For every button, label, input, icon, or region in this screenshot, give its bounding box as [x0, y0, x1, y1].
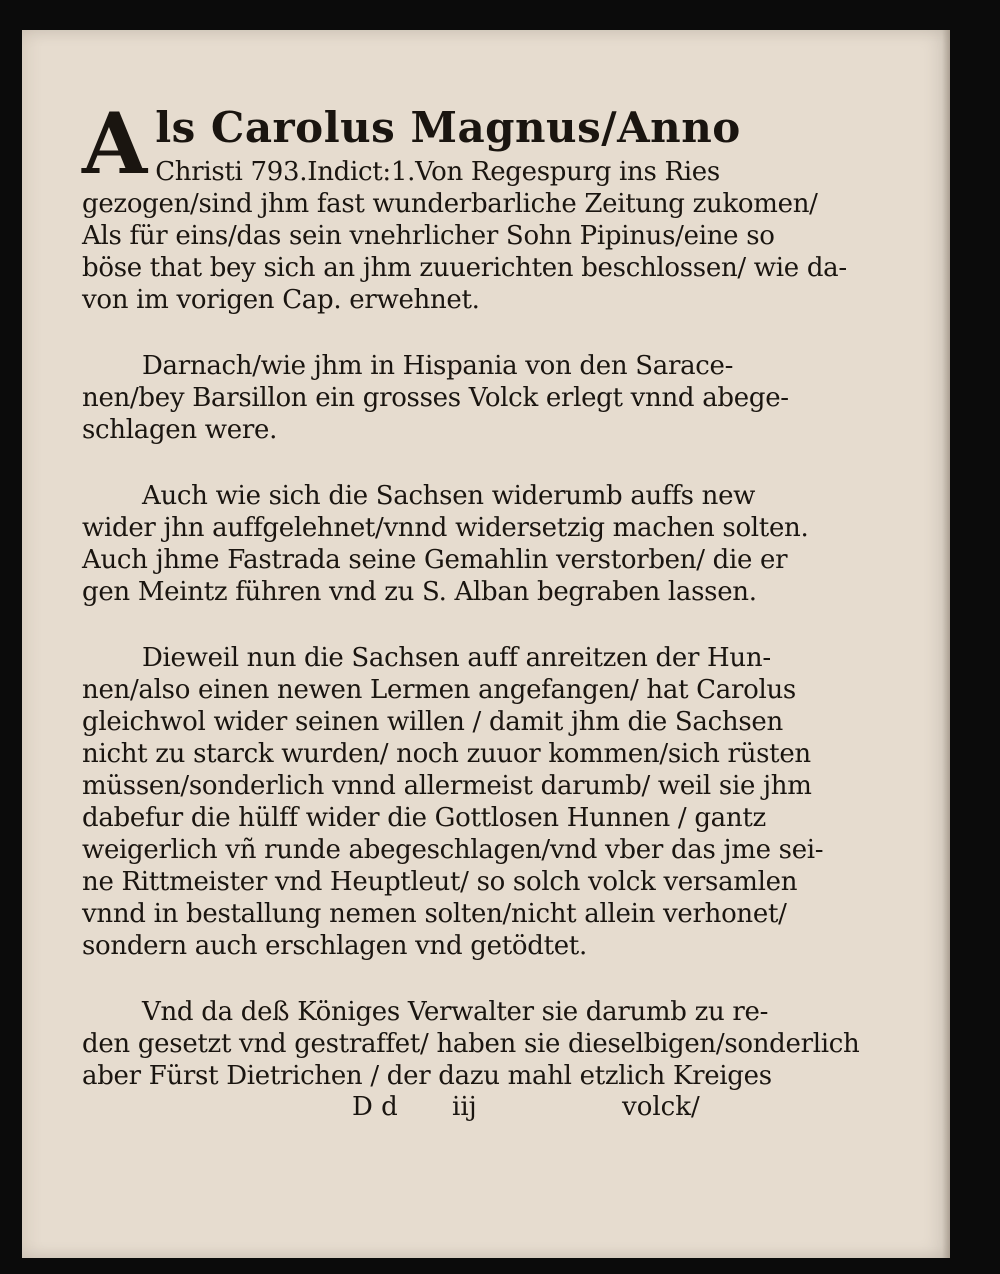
text-line: dabefur die hülff wider die Gottlosen Hunnen / gantz [82, 803, 766, 833]
paragraph-1 [82, 94, 847, 316]
drop-cap-initial: A [82, 94, 148, 193]
text-line: gezogen/sind jhm fast wunderbarliche Zeitung zukomen/ [82, 189, 818, 219]
paragraph-5 [82, 996, 860, 1092]
text-line: Vnd da deß Königes Verwalter sie darumb zu re- [142, 997, 769, 1027]
paragraph-3 [82, 480, 809, 608]
paragraph-4 [82, 642, 824, 962]
text-line: wider jhn auffgelehnet/vnnd widersetzig machen solten. [82, 513, 809, 543]
folio-number: iij [452, 1092, 477, 1122]
text-line: schlagen were. [82, 415, 278, 445]
text-line: Als für eins/das sein vnehrlicher Sohn Pipinus/eine so [82, 221, 775, 251]
text-line: aber Fürst Dietrichen / der dazu mahl etzlich Kreiges [82, 1061, 772, 1091]
text-line: weigerlich vñ runde abegeschlagen/vnd vber das jme sei- [82, 835, 824, 865]
signature-mark: D d [352, 1092, 398, 1122]
text-line: müssen/sonderlich vnnd allermeist darumb/ weil sie jhm [82, 771, 812, 801]
paragraph-2 [82, 350, 789, 446]
text-line: Darnach/wie jhm in Hispania von den Sarace- [142, 351, 734, 381]
catchword: volck/ [622, 1092, 700, 1122]
text-line: böse that bey sich an jhm zuuerichten beschlossen/ wie da- [82, 253, 847, 283]
text-line: gleichwol wider seinen willen / damit jhm die Sachsen [82, 707, 783, 737]
text-line: Auch jhme Fastrada seine Gemahlin verstorben/ die er [82, 545, 788, 575]
page-footer [352, 1092, 752, 1126]
text-line: ls Carolus Magnus/Anno [155, 103, 741, 152]
text-line: gen Meintz führen vnd zu S. Alban begraben lassen. [82, 577, 757, 607]
book-page [22, 30, 950, 1258]
text-line: vnnd in bestallung nemen solten/nicht allein verhonet/ [82, 899, 787, 929]
text-line: nen/also einen newen Lermen angefangen/ hat Carolus [82, 675, 796, 705]
text-line: Christi 793.Indict:1.Von Regespurg ins Ries [155, 157, 720, 187]
text-line: nen/bey Barsillon ein grosses Volck erlegt vnnd abege- [82, 383, 789, 413]
text-line: Dieweil nun die Sachsen auff anreitzen der Hun- [142, 643, 771, 673]
text-line: sondern auch erschlagen vnd getödtet. [82, 931, 587, 961]
main-text [82, 94, 860, 1126]
text-line: ne Rittmeister vnd Heuptleut/ so solch volck versamlen [82, 867, 798, 897]
text-line: von im vorigen Cap. erwehnet. [82, 285, 480, 315]
text-line: den gesetzt vnd gestraffet/ haben sie dieselbigen/sonderlich [82, 1029, 860, 1059]
text-line: nicht zu starck wurden/ noch zuuor kommen/sich rüsten [82, 739, 811, 769]
text-line: Auch wie sich die Sachsen widerumb auffs new [142, 481, 756, 511]
